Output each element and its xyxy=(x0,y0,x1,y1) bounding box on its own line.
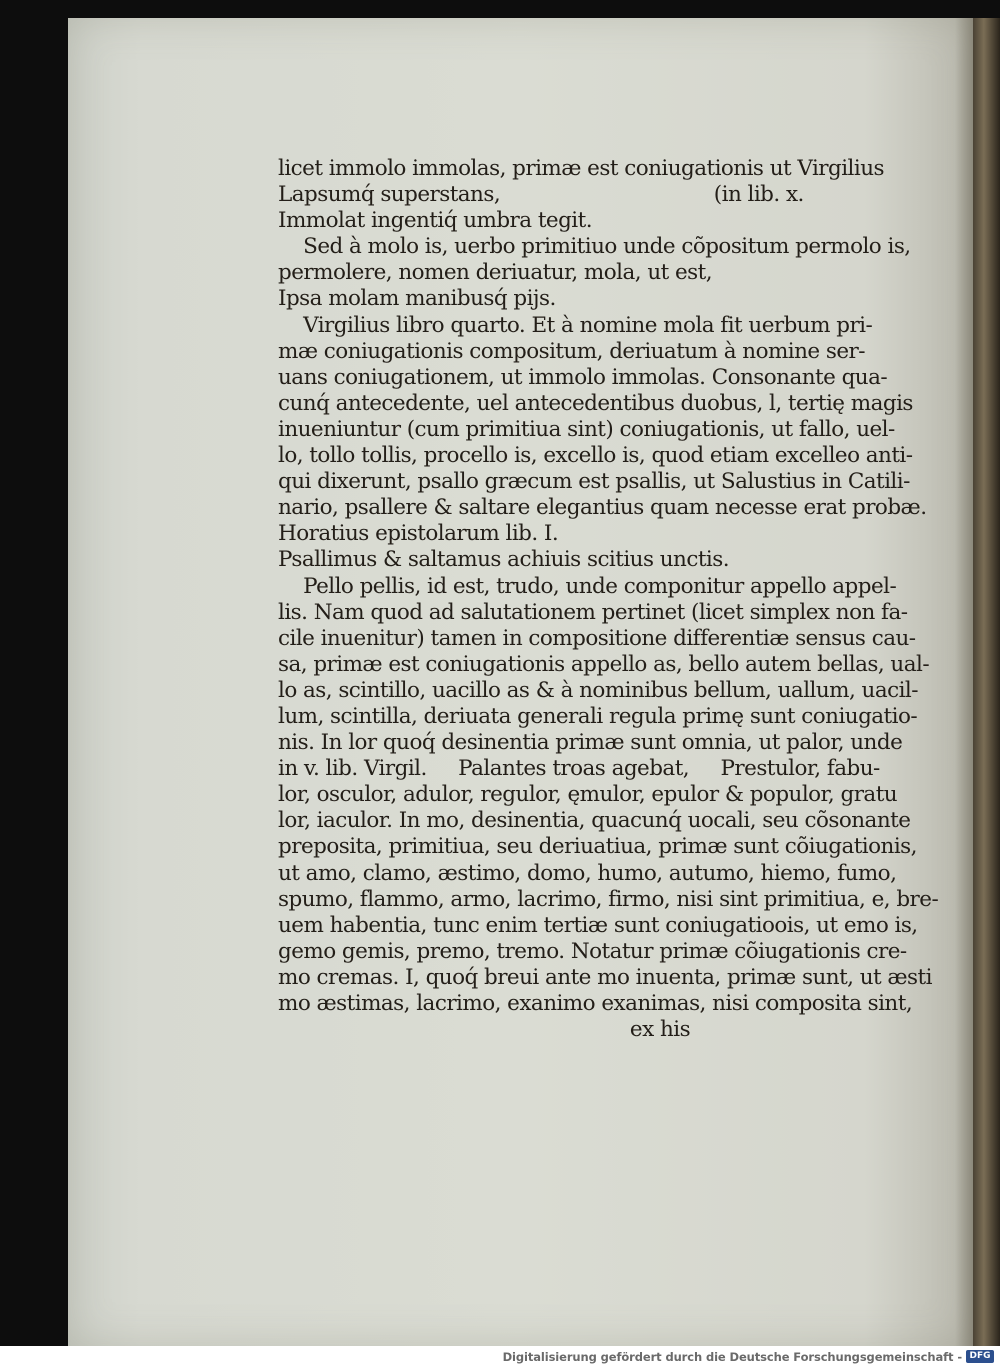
text-line: Horatius epistolarum lib. I. xyxy=(278,521,559,547)
text-line: mo cremas. I, quoq́ breui ante mo inuenta, primæ sunt, ut æsti xyxy=(278,964,932,990)
text-line: sa, primæ est coniugationis appello as, bello autem bellas, ual- xyxy=(278,651,930,677)
text-line: uem habentia, tunc enim tertiæ sunt coniugatioois, ut emo is, xyxy=(278,912,918,938)
text-line: Sed à molo is, uerbo primitiuo unde cõpositum permolo is, xyxy=(278,234,911,260)
text-line: Virgilius libro quarto. Et à nomine mola fit uerbum pri- xyxy=(278,312,873,338)
text-line: nario, psallere & saltare elegantius quam necesse erat probæ. xyxy=(278,495,927,521)
text-line: qui dixerunt, psallo græcum est psallis, ut Salustius in Catili- xyxy=(278,469,910,495)
text-line: Pello pellis, id est, trudo, unde componitur appello appel- xyxy=(278,573,897,599)
book-edge xyxy=(973,18,1000,1346)
text-line: lo as, scintillo, uacillo as & à nominibus bellum, uallum, uacil- xyxy=(278,677,918,703)
footer-bar xyxy=(0,1346,1000,1368)
digitization-credit: Digitalisierung gefördert durch die Deutsche Forschungsgemeinschaft - xyxy=(502,1350,962,1364)
text-line: preposita, primitiua, seu deriuatiua, primæ sunt cõiugationis, xyxy=(278,834,917,860)
text-line: lor, osculor, adulor, regulor, ęmulor, epulor & populor, gratu xyxy=(278,782,898,808)
text-line: licet immolo immolas, primæ est coniugationis ut Virgilius xyxy=(278,156,884,181)
text-line: gemo gemis, premo, tremo. Notatur primæ cõiugationis cre- xyxy=(278,938,907,964)
text-line: cunq́ antecedente, uel antecedentibus duobus, l, tertię magis xyxy=(278,390,913,416)
text-line: mo æstimas, lacrimo, exanimo exanimas, nisi composita sint, xyxy=(278,991,913,1016)
text-line: Psallimus & saltamus achiuis scitius unctis. xyxy=(278,547,730,573)
text-line: Immolat ingentiq́ umbra tegit. xyxy=(278,208,593,234)
page-gutter-shadow xyxy=(955,18,973,1346)
text-line: lor, iaculor. In mo, desinentia, quacunq́ uocali, seu cõsonante xyxy=(278,808,911,834)
text-line: ex his xyxy=(278,1017,691,1043)
text-line: lum, scintilla, deriuata generali regula primę sunt coniugatio- xyxy=(278,703,918,729)
text-line: Lapsumq́ superstans, (in lib. x. xyxy=(278,182,804,208)
text-line: in v. lib. Virgil. Palantes troas agebat, Prestulor, fabu- xyxy=(278,756,880,782)
dfg-logo-icon: DFG xyxy=(966,1350,994,1363)
text-line: mæ coniugationis compositum, deriuatum à nomine ser- xyxy=(278,338,865,364)
text-line: permolere, nomen deriuatur, mola, ut est, xyxy=(278,260,713,286)
text-line: spumo, flammo, armo, lacrimo, firmo, nisi sint primitiua, e, bre- xyxy=(278,886,939,912)
text-line: cile inuenitur) tamen in compositione differentiæ sensus cau- xyxy=(278,625,916,651)
text-line: ut amo, clamo, æstimo, domo, humo, autumo, hiemo, fumo, xyxy=(278,860,897,886)
text-line: inueniuntur (cum primitiua sint) coniugationis, ut fallo, uel- xyxy=(278,416,895,442)
text-line: uans coniugationem, ut immolo immolas. Consonante qua- xyxy=(278,364,888,390)
text-line: lo, tollo tollis, procello is, excello is, quod etiam excelleo anti- xyxy=(278,443,913,469)
text-line: nis. In lor quoq́ desinentia primæ sunt omnia, ut palor, unde xyxy=(278,730,903,756)
text-line: lis. Nam quod ad salutationem pertinet (licet simplex non fa- xyxy=(278,599,908,625)
text-line: Ipsa molam manibusq́ pijs. xyxy=(278,286,556,312)
page-text xyxy=(278,156,938,1043)
